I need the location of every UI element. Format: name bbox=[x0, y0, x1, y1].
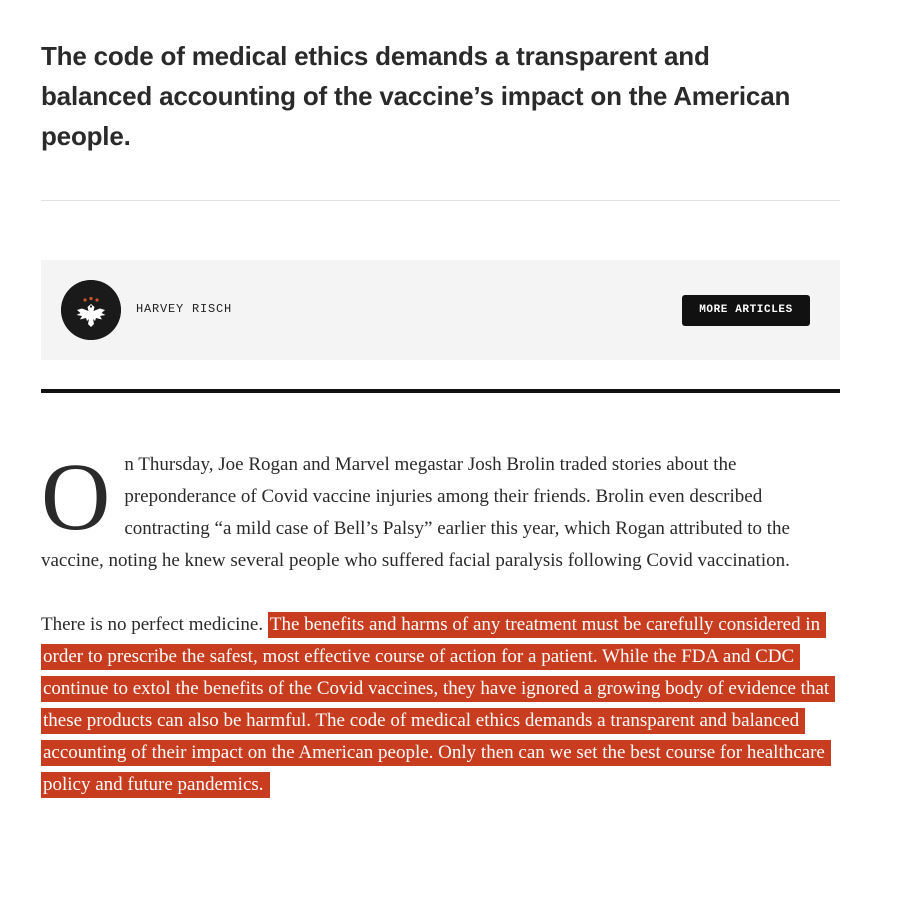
more-articles-button[interactable]: MORE ARTICLES bbox=[682, 295, 810, 326]
author-name[interactable]: HARVEY RISCH bbox=[136, 302, 233, 316]
paragraph-lead: There is no perfect medicine. bbox=[41, 614, 268, 635]
headline-divider bbox=[41, 200, 840, 201]
author-avatar[interactable] bbox=[61, 280, 121, 340]
drop-cap: O bbox=[41, 443, 111, 550]
highlighted-quote[interactable]: The benefits and harms of any treatment must be carefully considered in order to prescribe the safest, most effective course of action for a patient. While the FDA and CDC continue to extol the benefits of the Covid vaccines, they have ignored a growing body of evidence that these products can also be harmful. The code of medical ethics demands a transparent and balanced accounting of their impact on the American people. Only then can we set the best course for healthcare policy and future pandemics. bbox=[41, 612, 835, 798]
article-paragraph bbox=[41, 443, 831, 577]
paragraph-text: n Thursday, Joe Rogan and Marvel megastar Josh Brolin traded stories about the preponderance of Covid vaccine injuries among their friends. Brolin even described contracting “a mild case of Bell’s Palsy” earlier this year, which Rogan attributed to the vaccine, noting he knew several people who suffered facial paralysis following Covid vaccination. bbox=[41, 454, 790, 571]
article-body bbox=[41, 443, 831, 801]
eagle-logo-icon bbox=[61, 280, 121, 340]
author-box bbox=[41, 260, 840, 360]
section-divider bbox=[41, 389, 840, 393]
article-paragraph bbox=[41, 609, 831, 801]
article-headline: The code of medical ethics demands a transparent and balanced accounting of the vaccine’s impact on the American people. bbox=[41, 41, 791, 151]
